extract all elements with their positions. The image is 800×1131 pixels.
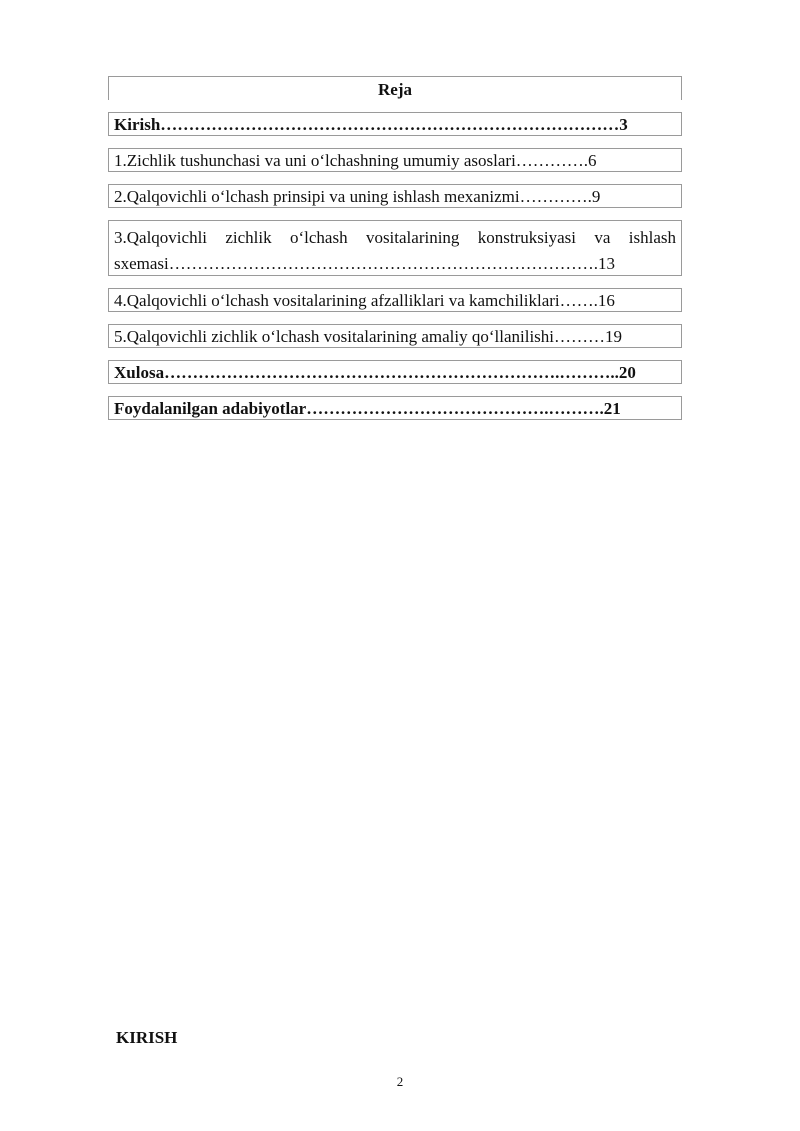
toc-entry-2: 2.Qalqovichli o‘lchash prinsipi va uning ishlash mexanizmi………….9 [108,184,682,208]
toc-entry-5: 5.Qalqovichli zichlik o‘lchash vositalarining amaliy qo‘llanilishi………19 [108,324,682,348]
toc-title: Reja [108,76,682,100]
toc-entry-kirish: Kirish………………………………………………………………………3 [108,112,682,136]
page-number: 2 [396,1074,404,1089]
toc-entry-xulosa: Xulosa…………………………………………………………….………..20 [108,360,682,384]
toc-entry-1: 1.Zichlik tushunchasi va uni o‘lchashning umumiy asoslari………….6 [108,148,682,172]
toc-entry-4: 4.Qalqovichli o‘lchash vositalarining afzalliklari va kamchiliklari…….16 [108,288,682,312]
toc-entry-adabiyotlar: Foydalanilgan adabiyotlar…………………………………….……….21 [108,396,682,420]
section-heading: KIRISH [116,1028,178,1047]
toc-entry-3: 3.Qalqovichli zichlik o‘lchash vositalarining konstruksiyasi va ishlash sxemasi………………………………………………………………….13 [108,220,682,276]
